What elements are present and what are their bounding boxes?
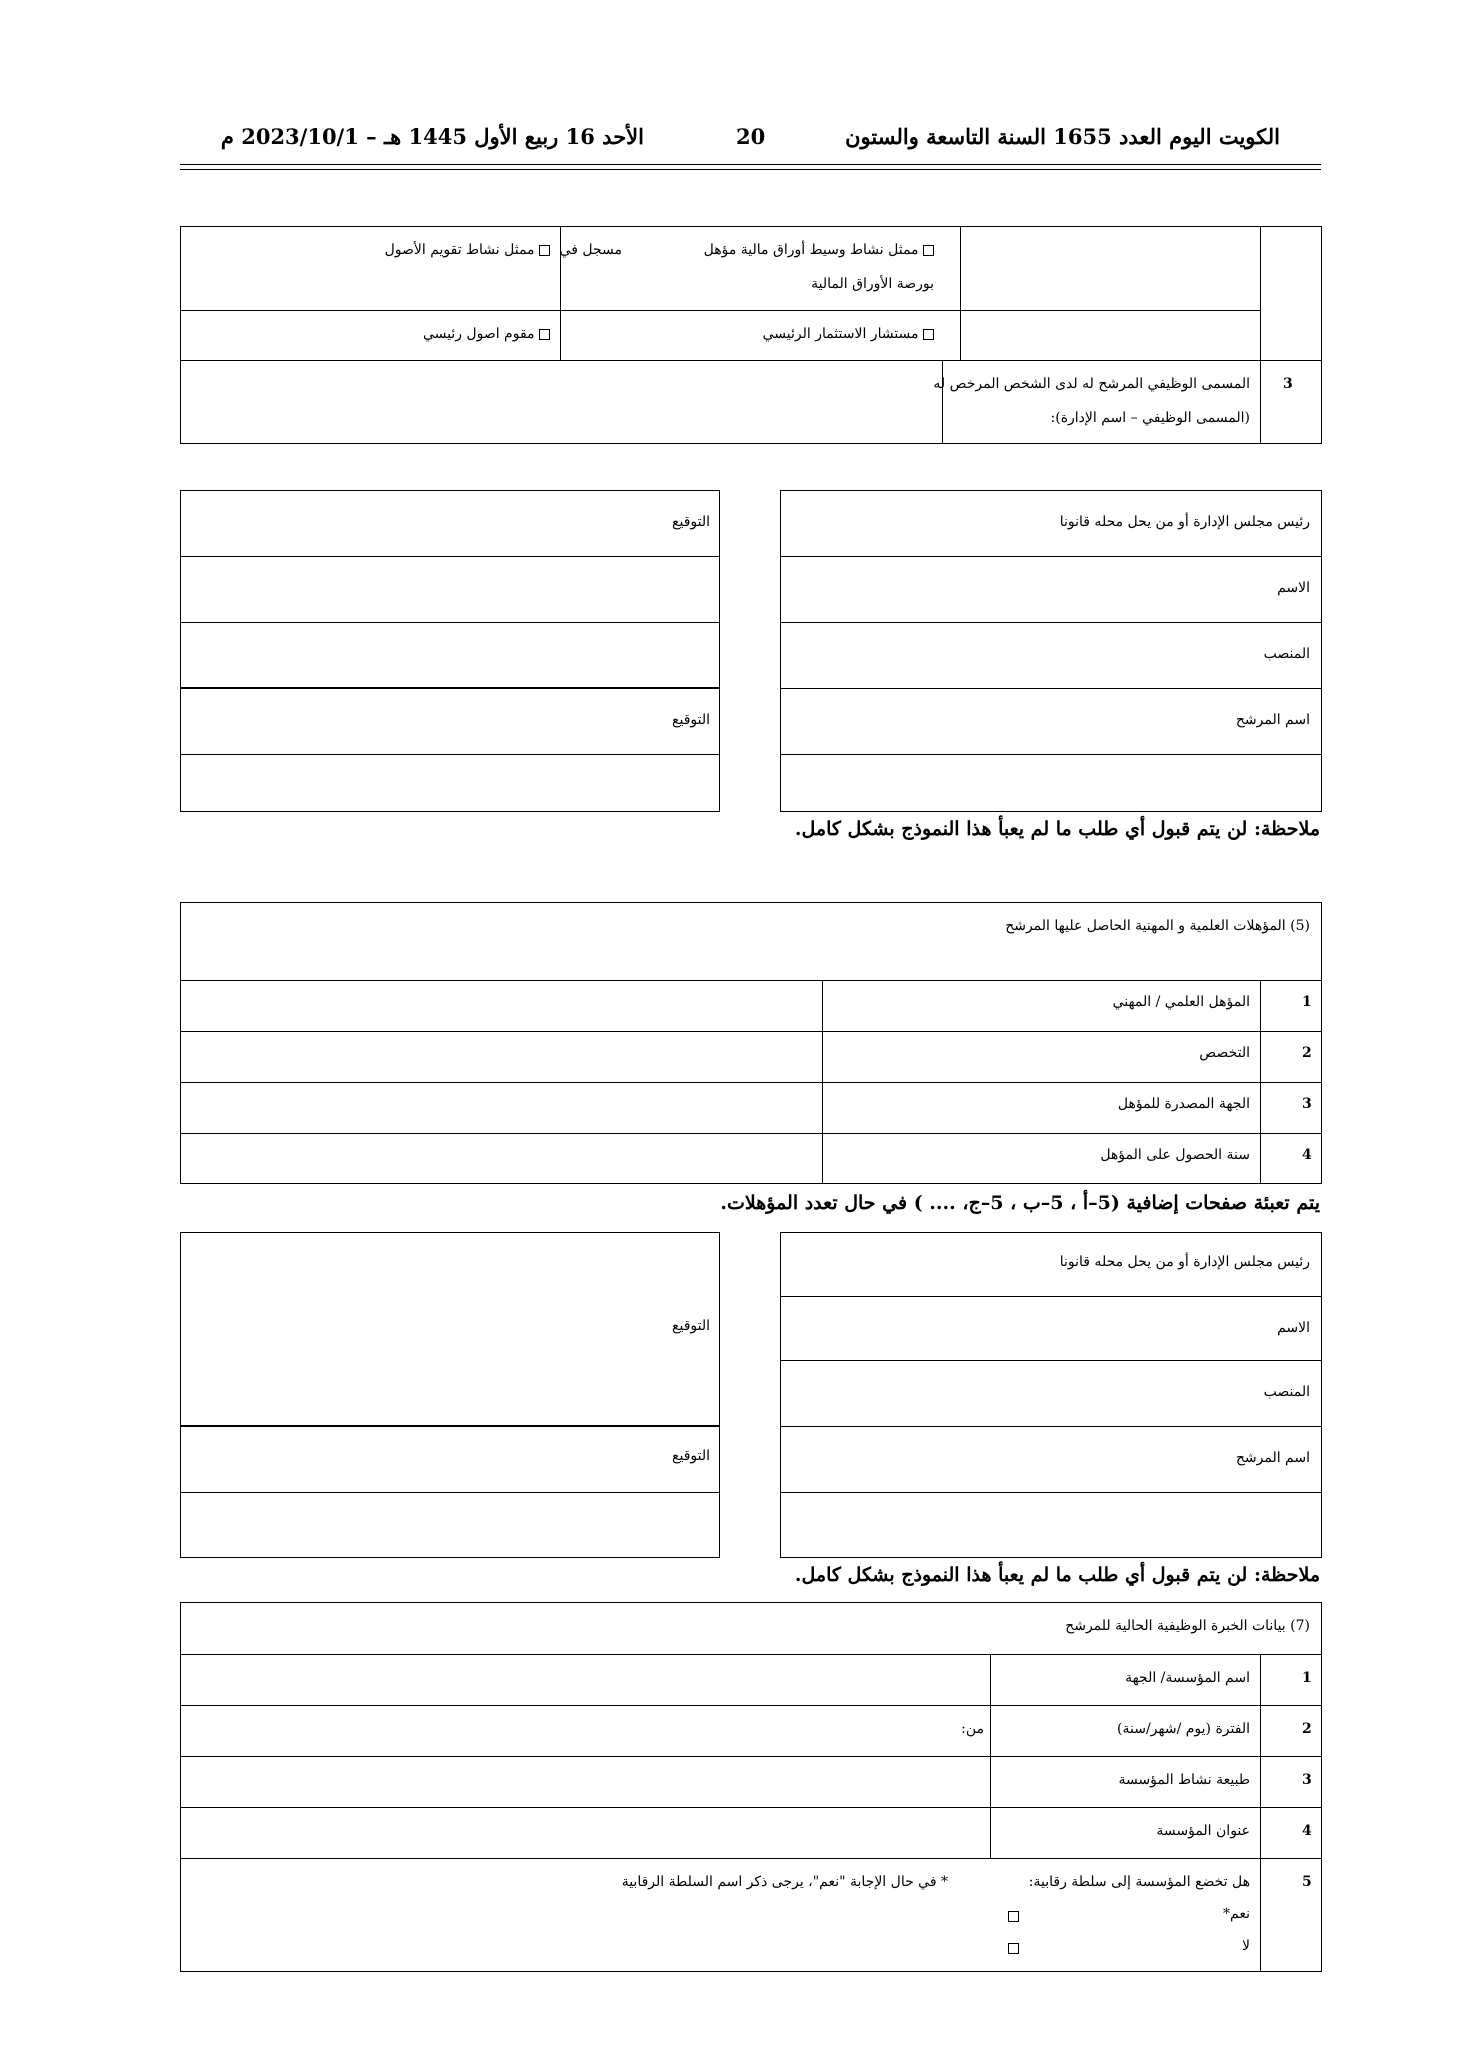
signature-box xyxy=(180,1232,720,1426)
qualifications-table xyxy=(180,902,1322,1184)
yes-checkbox[interactable] xyxy=(1008,1911,1019,1922)
job-title-label-line2: (المسمى الوظيفي – اسم الإدارة): xyxy=(1050,410,1250,426)
main-valuer-label: مقوم اصول رئيسي xyxy=(422,326,535,342)
checkbox[interactable] xyxy=(923,329,934,340)
row-number: 3 xyxy=(1302,1096,1312,1112)
row-line xyxy=(180,622,720,623)
row-number: 4 xyxy=(1302,1823,1312,1839)
row-line xyxy=(180,1654,1322,1655)
valuation-rep-label: ممثل نشاط تقويم الأصول xyxy=(384,242,535,258)
row-number: 2 xyxy=(1302,1045,1312,1061)
broker-registered-label: مسجل في xyxy=(559,242,622,258)
qualifications-title: (5) المؤهلات العلمية و المهنية الحاصل عليها المرشح xyxy=(1005,918,1310,934)
row-number: 3 xyxy=(1302,1772,1312,1788)
investment-advisor-label: مستشار الاستثمار الرئيسي xyxy=(762,326,919,342)
row-line xyxy=(780,556,1322,557)
row-line xyxy=(180,556,720,557)
year-obtained-label: سنة الحصول على المؤهل xyxy=(1100,1147,1250,1163)
row-line xyxy=(780,1296,1322,1297)
broker-option[interactable] xyxy=(704,242,934,258)
row-number: 2 xyxy=(1302,1721,1312,1737)
main-valuer-option[interactable] xyxy=(423,326,550,342)
name-label: الاسم xyxy=(1277,1320,1310,1336)
broker-option-label: ممثل نشاط وسيط أوراق مالية مؤهل xyxy=(703,242,919,258)
candidate-signature-box xyxy=(180,688,720,812)
row-line xyxy=(180,754,720,755)
row-number: 1 xyxy=(1302,1670,1312,1686)
activity-nature-label: طبيعة نشاط المؤسسة xyxy=(1118,1772,1250,1788)
job-title-label: المسمى الوظيفي المرشح له لدى الشخص المرخص له xyxy=(933,376,1250,392)
table-divider xyxy=(942,360,943,444)
table-row-line xyxy=(180,360,1322,361)
row-line xyxy=(180,1807,1322,1808)
no-checkbox[interactable] xyxy=(1008,1943,1019,1954)
checkbox[interactable] xyxy=(539,329,550,340)
table-row-line xyxy=(180,310,1260,311)
name-label: الاسم xyxy=(1277,580,1310,596)
checkbox[interactable] xyxy=(923,245,934,256)
signature-label: التوقيع xyxy=(672,1318,710,1334)
row-line xyxy=(180,1705,1322,1706)
row-line xyxy=(180,1492,720,1493)
gazette-date: الأحد 16 ربيع الأول 1445 هـ – 2023/10/1 م xyxy=(220,124,644,149)
row-line xyxy=(180,1031,1322,1032)
regulator-name-note: * في حال الإجابة "نعم"، يرجى ذكر اسم السلطة الرقابية xyxy=(621,1874,948,1890)
signature-label: التوقيع xyxy=(672,712,710,728)
column-line xyxy=(990,1654,991,1858)
row-line xyxy=(780,1360,1322,1361)
chairman-label: رئيس مجلس الإدارة أو من يحل محله قانونا xyxy=(1059,1254,1310,1270)
row-line xyxy=(780,688,1322,689)
row-line xyxy=(180,1756,1322,1757)
gazette-issue-info: الكويت اليوم العدد 1655 السنة التاسعة والستون xyxy=(845,124,1280,149)
institution-address-label: عنوان المؤسسة xyxy=(1156,1823,1250,1839)
completion-note: ملاحظة: لن يتم قبول أي طلب ما لم يعبأ هذا النموذج بشكل كامل. xyxy=(794,818,1320,840)
row-line xyxy=(180,1133,1322,1134)
yes-label: نعم* xyxy=(1223,1906,1250,1922)
specialization-label: التخصص xyxy=(1199,1045,1250,1061)
page-number: 20 xyxy=(736,124,766,149)
row-line xyxy=(180,980,1322,981)
broker-option-line2: بورصة الأوراق المالية xyxy=(811,276,934,292)
checkbox[interactable] xyxy=(539,245,550,256)
institution-name-label: اسم المؤسسة/ الجهة xyxy=(1125,1670,1250,1686)
approver-info-box xyxy=(780,490,1322,812)
investment-advisor-option[interactable] xyxy=(763,326,934,342)
header-rule-top xyxy=(180,164,1321,165)
period-label: الفترة (يوم /شهر/سنة) xyxy=(1117,1721,1250,1737)
signature-box xyxy=(180,490,720,688)
candidate-name-label: اسم المرشح xyxy=(1235,1450,1310,1466)
row-line xyxy=(780,1492,1322,1493)
row-line xyxy=(180,1858,1322,1859)
regulatory-question: هل تخضع المؤسسة إلى سلطة رقابية: xyxy=(1028,1874,1250,1890)
row-line xyxy=(780,754,1322,755)
completion-note: ملاحظة: لن يتم قبول أي طلب ما لم يعبأ هذا النموذج بشكل كامل. xyxy=(794,1564,1320,1586)
qualification-label: المؤهل العلمي / المهني xyxy=(1112,994,1250,1010)
position-label: المنصب xyxy=(1263,646,1310,662)
row-number: 5 xyxy=(1302,1874,1312,1890)
no-label: لا xyxy=(1242,1938,1250,1954)
row-number: 3 xyxy=(1283,376,1293,392)
row-line xyxy=(780,1426,1322,1427)
additional-pages-note: يتم تعبئة صفحات إضافية (5–أ ، 5–ب ، 5–ج، .... ) في حال تعدد المؤهلات. xyxy=(720,1192,1320,1214)
column-line xyxy=(1260,1654,1261,1972)
row-number: 1 xyxy=(1302,994,1312,1010)
table-divider xyxy=(960,226,961,360)
valuation-rep-option[interactable] xyxy=(385,242,550,258)
row-number: 4 xyxy=(1302,1147,1312,1163)
experience-title: (7) بيانات الخبرة الوظيفية الحالية للمرشح xyxy=(1065,1618,1310,1634)
row-line xyxy=(180,1082,1322,1083)
candidate-name-label: اسم المرشح xyxy=(1235,712,1310,728)
position-label: المنصب xyxy=(1263,1384,1310,1400)
chairman-label: رئيس مجلس الإدارة أو من يحل محله قانونا xyxy=(1059,514,1310,530)
signature-label: التوقيع xyxy=(672,514,710,530)
header-rule-bottom xyxy=(180,169,1321,170)
issuer-label: الجهة المصدرة للمؤهل xyxy=(1117,1096,1250,1112)
row-line xyxy=(780,622,1322,623)
table-divider xyxy=(1260,226,1261,444)
period-from-label: من: xyxy=(961,1721,984,1737)
signature-label: التوقيع xyxy=(672,1448,710,1464)
column-line xyxy=(822,980,823,1184)
approver-info-box xyxy=(780,1232,1322,1558)
column-line xyxy=(1260,980,1261,1184)
